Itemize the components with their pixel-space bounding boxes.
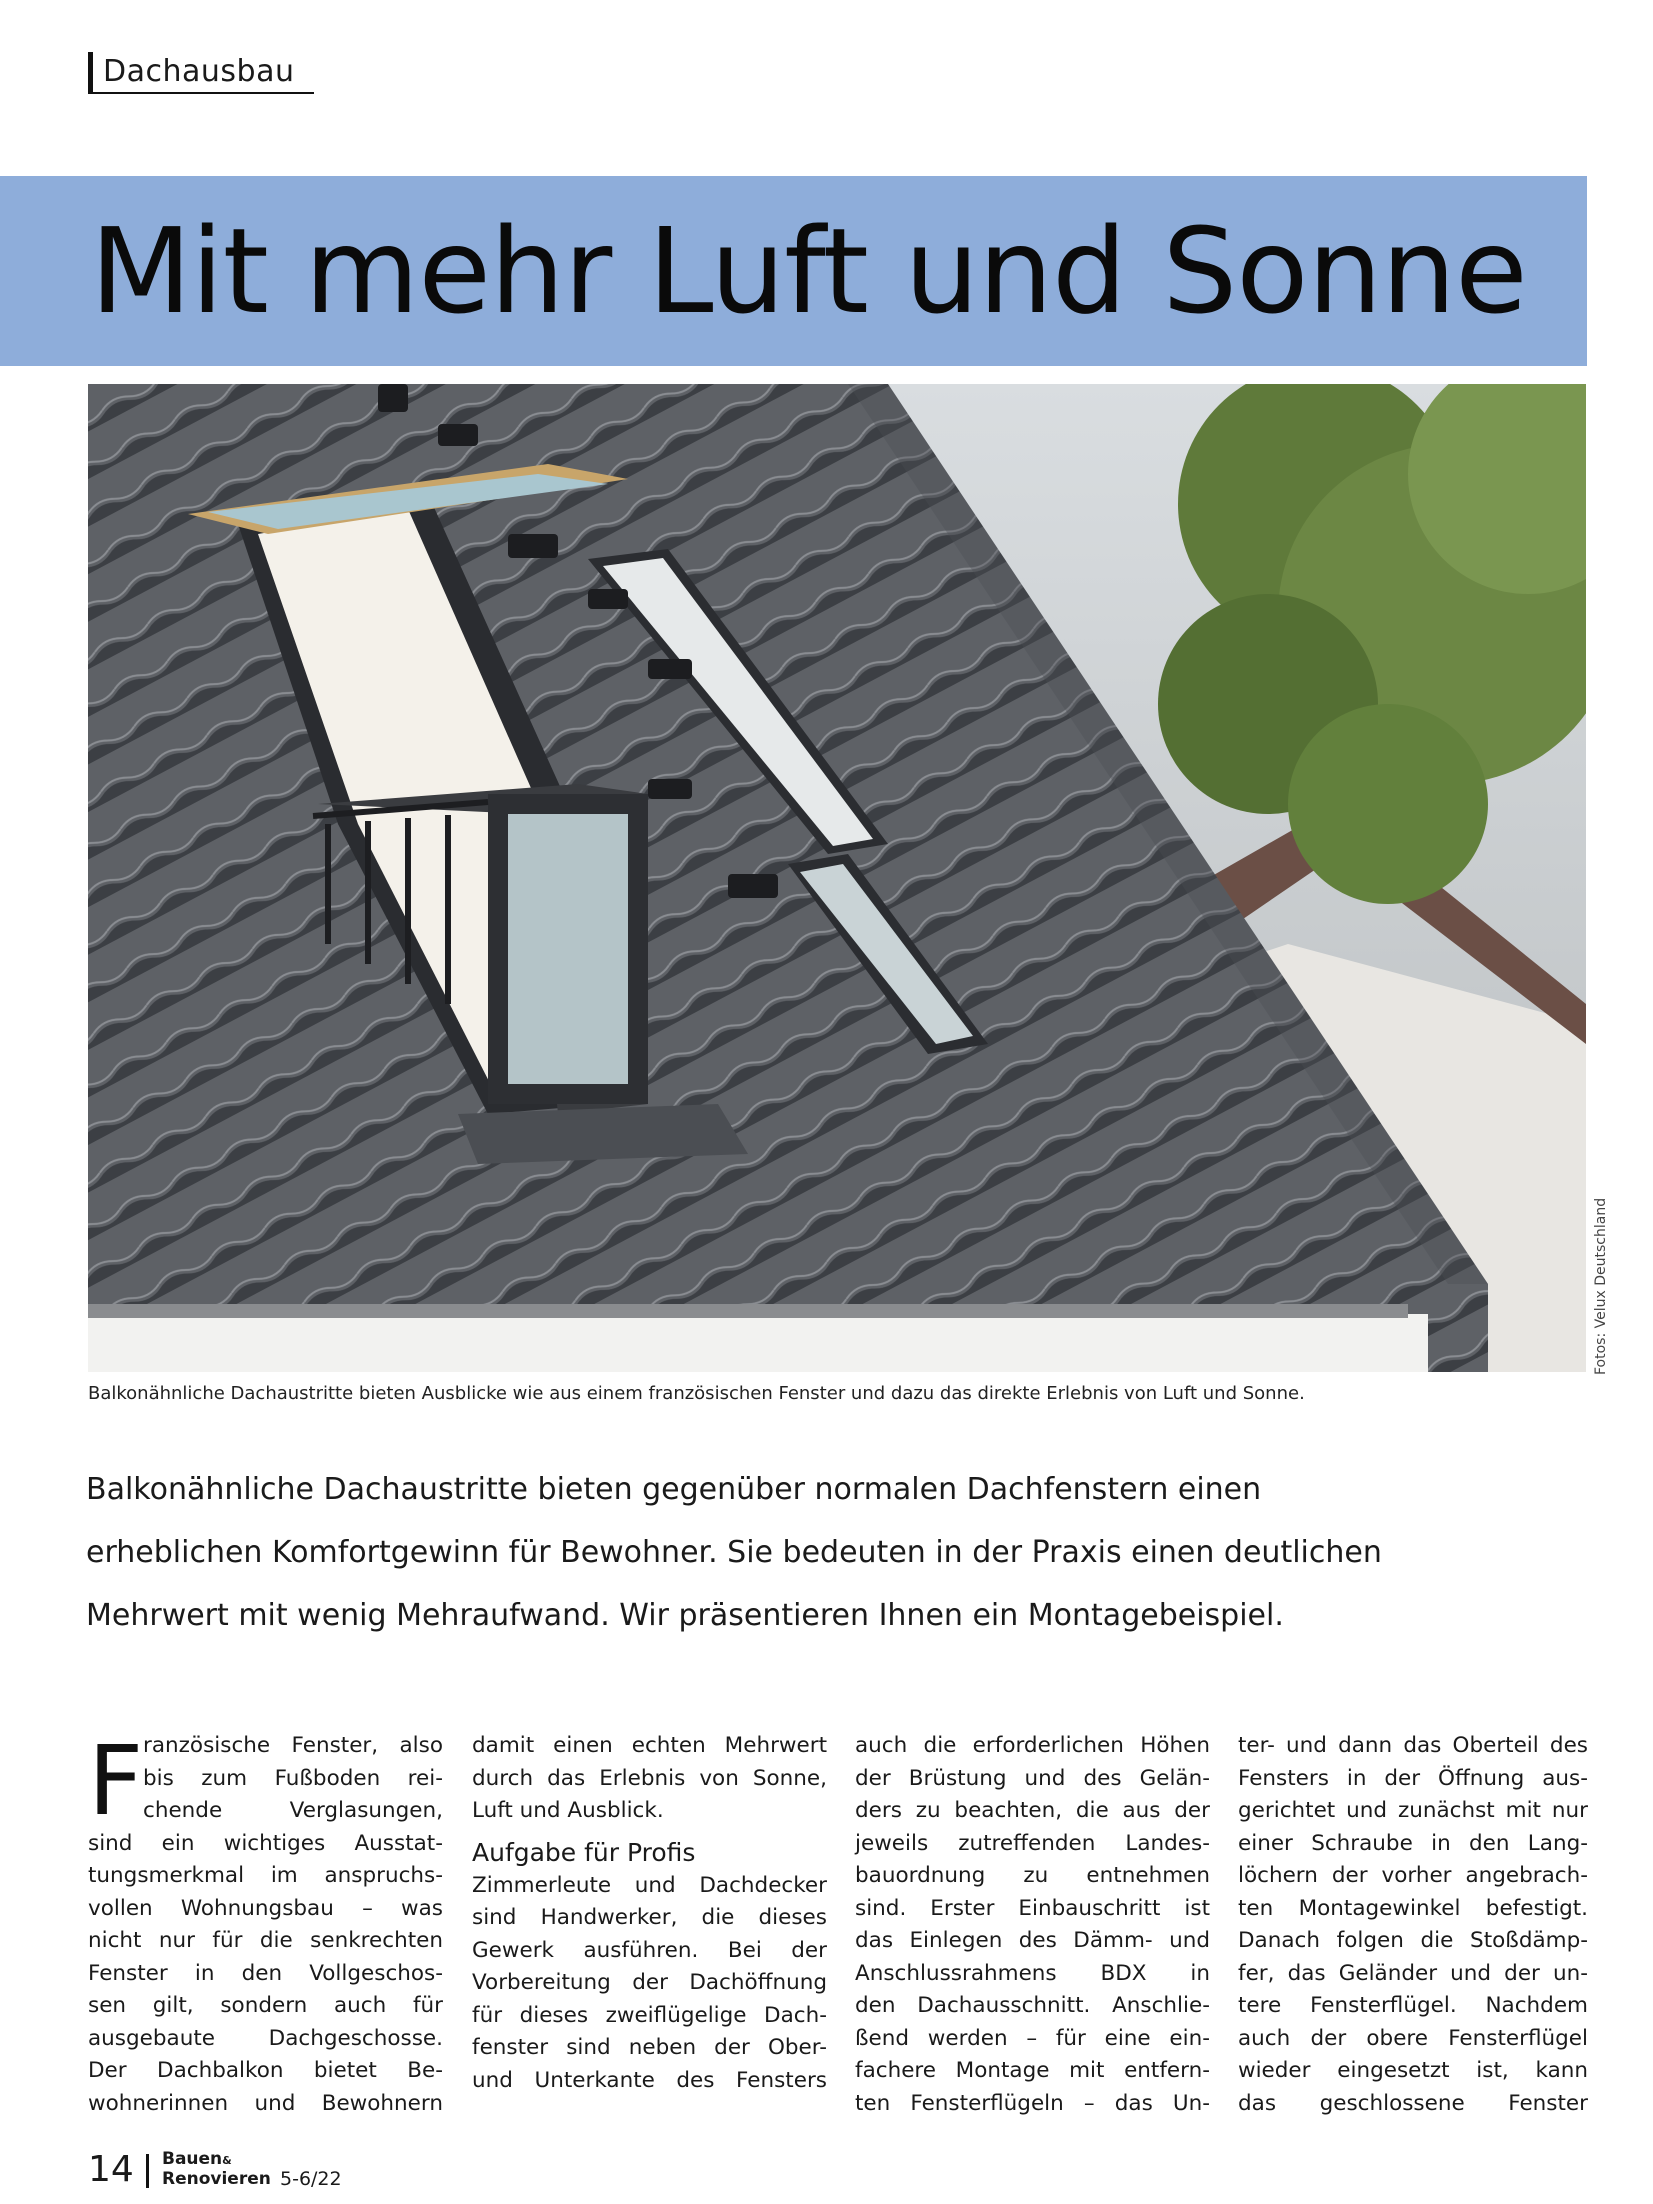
text-line: nicht nur für die senkrechten: [88, 1928, 443, 1953]
text-line: der Brüstung und des Gelän-: [855, 1765, 1210, 1791]
text-line: ten Fensterflügeln – das Un-: [855, 2090, 1210, 2116]
text-line: Vorbereitung der Dachöffnung: [472, 1970, 827, 1995]
text-line: tere Fensterflügel. Nachdem: [1238, 1993, 1588, 2018]
text-line: vollen Wohnungsbau – was: [88, 1895, 443, 1921]
text-line: auch die erforderlichen Höhen: [855, 1733, 1210, 1758]
page-footer: [88, 2148, 488, 2198]
text-line: fachere Montage mit entfern-: [855, 2058, 1210, 2083]
page-number: 14: [88, 2149, 134, 2190]
text-line: damit einen echten Mehrwert: [472, 1733, 827, 1758]
magazine-word-1: Bauen: [162, 2149, 223, 2169]
text-line: Der Dachbalkon bietet Be-: [88, 2058, 443, 2083]
text-line: den Dachausschnitt. Anschlie-: [855, 1993, 1210, 2018]
text-line: sind. Erster Einbauschritt ist: [855, 1895, 1210, 1921]
text-line: ter- und dann das Oberteil des: [1238, 1733, 1588, 1758]
text-line: Anschlussrahmens BDX in: [855, 1960, 1210, 1986]
text-line: ausgebaute Dachgeschosse.: [88, 2025, 443, 2051]
photo-caption: Balkonähnliche Dachaustritte bieten Ausblicke wie aus einem französischen Fenster und dazu das direkte Erlebnis von Luft und Sonne.: [88, 1383, 1305, 1404]
text-line: und Unterkante des Fensters: [472, 2067, 827, 2093]
text-line: durch das Erlebnis von Sonne,: [472, 1765, 827, 1791]
text-line: einer Schraube in den Lang-: [1238, 1830, 1588, 1856]
subheading: Aufgabe für Profis: [472, 1837, 696, 1867]
text-line: jeweils zutreffenden Landes-: [855, 1830, 1210, 1856]
text-line: Zimmerleute und Dachdecker: [472, 1872, 827, 1898]
text-line: ßend werden – für eine ein-: [855, 2025, 1210, 2051]
body-column-2: [472, 1730, 827, 2097]
text-line: sen gilt, sondern auch für: [88, 1993, 443, 2018]
text-line: chende Verglasungen,: [143, 1798, 443, 1823]
lead-paragraph: [86, 1458, 1556, 1647]
text-line: ders zu beachten, die aus der: [855, 1798, 1210, 1823]
text-line: fenster sind neben der Ober-: [472, 2035, 827, 2060]
magazine-ampersand: &: [222, 2154, 232, 2167]
text-line: gerichtet und zunächst mit nur: [1238, 1798, 1588, 1823]
magazine-name-line2: Renovieren: [162, 2169, 271, 2189]
body-column-1: [88, 1725, 443, 2120]
photo-credit: Fotos: Velux Deutschland: [1593, 1197, 1609, 1375]
text-line: wieder eingesetzt ist, kann: [1238, 2058, 1588, 2083]
lead-line: Balkonähnliche Dachaustritte bieten gegenüber normalen Dachfenstern einen: [86, 1472, 1262, 1507]
body-columns: [0, 1725, 1653, 2116]
page-title: Mit mehr Luft und Sonne: [90, 202, 1527, 340]
issue-number: 5-6/22: [280, 2168, 342, 2190]
text-line: wohnerinnen und Bewohnern: [88, 2090, 443, 2116]
text-line: tungsmerkmal im anspruchs-: [88, 1863, 443, 1888]
text-line: das geschlossene Fenster: [1238, 2090, 1588, 2116]
text-line: sind Handwerker, die dieses: [472, 1905, 827, 1930]
body-column-3: [855, 1730, 1210, 2120]
body-column-4: [1238, 1730, 1588, 2120]
text-line: das Einlegen des Dämm- und: [855, 1928, 1210, 1953]
text-line: sind ein wichtiges Ausstat-: [88, 1830, 443, 1856]
lead-line: erheblichen Komfortgewinn für Bewohner. Sie bedeuten in der Praxis einen deutlichen: [86, 1535, 1382, 1570]
text-line: auch der obere Fensterflügel: [1238, 2025, 1588, 2051]
text-line: fer, das Geländer und der un-: [1238, 1960, 1588, 1986]
text-line: bauordnung zu entnehmen: [855, 1863, 1210, 1888]
text-line: für dieses zweiflügelige Dach-: [472, 2002, 827, 2028]
drop-cap: F: [88, 1725, 144, 1837]
text-line: löchern der vorher angebrach-: [1238, 1863, 1588, 1888]
footer-divider: [146, 2154, 149, 2188]
text-line: ranzösische Fenster, also: [143, 1733, 443, 1758]
text-line: Luft und Ausblick.: [472, 1798, 664, 1823]
text-line: Fenster in den Vollgeschos-: [88, 1960, 443, 1986]
section-label: Dachausbau: [88, 52, 314, 94]
text-line: Fensters in der Öffnung aus-: [1238, 1765, 1588, 1791]
lead-line: Mehrwert mit wenig Mehraufwand. Wir präsentieren Ihnen ein Montagebeispiel.: [86, 1598, 1284, 1633]
text-line: Gewerk ausführen. Bei der: [472, 1937, 827, 1963]
roof-photo: [88, 384, 1586, 1372]
text-line: ten Montagewinkel befestigt.: [1238, 1895, 1588, 1921]
text-line: Danach folgen die Stoßdämp-: [1238, 1928, 1588, 1953]
magazine-name-line1: [162, 2150, 232, 2170]
text-line: bis zum Fußboden rei-: [143, 1765, 443, 1791]
